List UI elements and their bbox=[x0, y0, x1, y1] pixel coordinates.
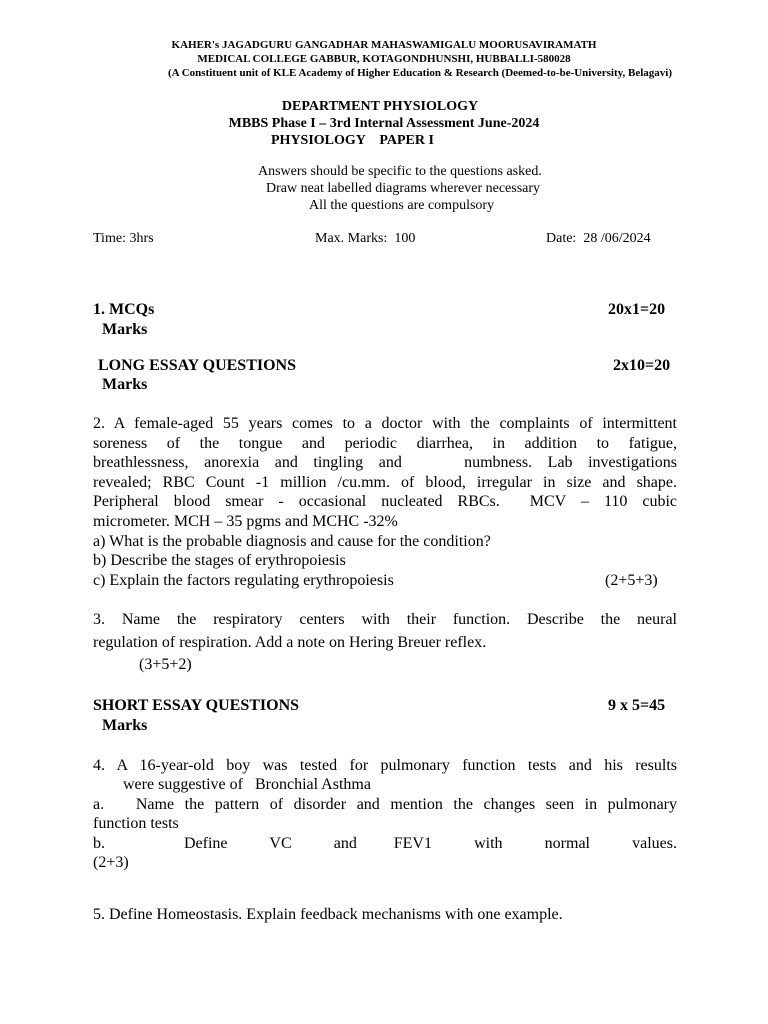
question-2-text: 2. A female-aged 55 years comes to a doctor with the complaints of intermittent bbox=[93, 415, 677, 432]
section-long-marks-label: Marks bbox=[102, 376, 148, 393]
question-5-text: 5. Define Homeostasis. Explain feedback mechanisms with one example. bbox=[93, 906, 563, 923]
section-mcq-title: 1. MCQs bbox=[93, 301, 155, 318]
question-2a: a) What is the probable diagnosis and cause for the condition? bbox=[93, 533, 491, 550]
instruction-line: All the questions are compulsory bbox=[309, 198, 495, 213]
section-short-marks: 9 x 5=45 bbox=[608, 697, 666, 714]
college-affiliation: (A Constituent unit of KLE Academy of Higher Education & Research (Deemed-to-be-University, Belagavi) bbox=[167, 67, 673, 79]
question-3-text: 3. Name the respiratory centers with their function. Describe the neural bbox=[93, 611, 677, 628]
question-2-text: soreness of the tongue and periodic diarrhea, in addition to fatigue, bbox=[93, 435, 677, 452]
instruction-line: Answers should be specific to the questions asked. bbox=[258, 164, 542, 179]
department-title: DEPARTMENT PHYSIOLOGY bbox=[281, 99, 479, 114]
question-2c: c) Explain the factors regulating erythropoiesis bbox=[93, 572, 394, 589]
question-4a: a. Name the pattern of disorder and mention the changes seen in pulmonary bbox=[93, 796, 677, 813]
exam-max-marks: Max. Marks: 100 bbox=[315, 231, 416, 246]
question-4-text: 4. A 16-year-old boy was tested for pulmonary function tests and his results bbox=[93, 757, 677, 774]
section-mcq-marks-label: Marks bbox=[102, 321, 148, 338]
exam-date: Date: 28 /06/2024 bbox=[546, 231, 651, 246]
section-long-title: LONG ESSAY QUESTIONS bbox=[98, 357, 296, 374]
question-2b: b) Describe the stages of erythropoiesis bbox=[93, 552, 346, 569]
question-4b: b. Define VC and FEV1 with normal values. bbox=[93, 835, 677, 852]
section-short-marks-label: Marks bbox=[102, 717, 148, 734]
question-4-text: were suggestive of Bronchial Asthma bbox=[123, 776, 371, 793]
exam-phase: MBBS Phase I – 3rd Internal Assessment June-2024 bbox=[228, 116, 540, 131]
question-2-text: Peripheral blood smear - occasional nucleated RBCs. MCV – 110 cubic bbox=[93, 493, 677, 510]
college-address: MEDICAL COLLEGE GABBUR, KOTAGONDHUNSHI, HUBBALLI-580028 bbox=[197, 53, 571, 65]
section-short-title: SHORT ESSAY QUESTIONS bbox=[93, 697, 300, 714]
question-2-marks: (2+5+3) bbox=[605, 572, 658, 589]
exam-time: Time: 3hrs bbox=[93, 231, 154, 246]
paper-title: PHYSIOLOGY PAPER I bbox=[271, 133, 434, 148]
question-2-text: revealed; RBC Count -1 million /cu.mm. of blood, irregular in size and shape. bbox=[93, 474, 677, 491]
question-3-marks: (3+5+2) bbox=[139, 656, 192, 673]
question-3-text: regulation of respiration. Add a note on Hering Breuer reflex. bbox=[93, 634, 487, 651]
instruction-line: Draw neat labelled diagrams wherever necessary bbox=[266, 181, 541, 196]
college-name: KAHER's JAGADGURU GANGADHAR MAHASWAMIGALU MOORUSAVIRAMATH bbox=[171, 39, 597, 51]
question-4-marks: (2+3) bbox=[93, 854, 129, 871]
question-2-text: breathlessness, anorexia and tingling and numbness. Lab investigations bbox=[93, 454, 677, 471]
question-4a: function tests bbox=[93, 815, 179, 832]
section-long-marks: 2x10=20 bbox=[613, 357, 671, 374]
section-mcq-marks: 20x1=20 bbox=[608, 301, 666, 318]
question-2-text: micrometer. MCH – 35 pgms and MCHC -32% bbox=[93, 513, 398, 530]
